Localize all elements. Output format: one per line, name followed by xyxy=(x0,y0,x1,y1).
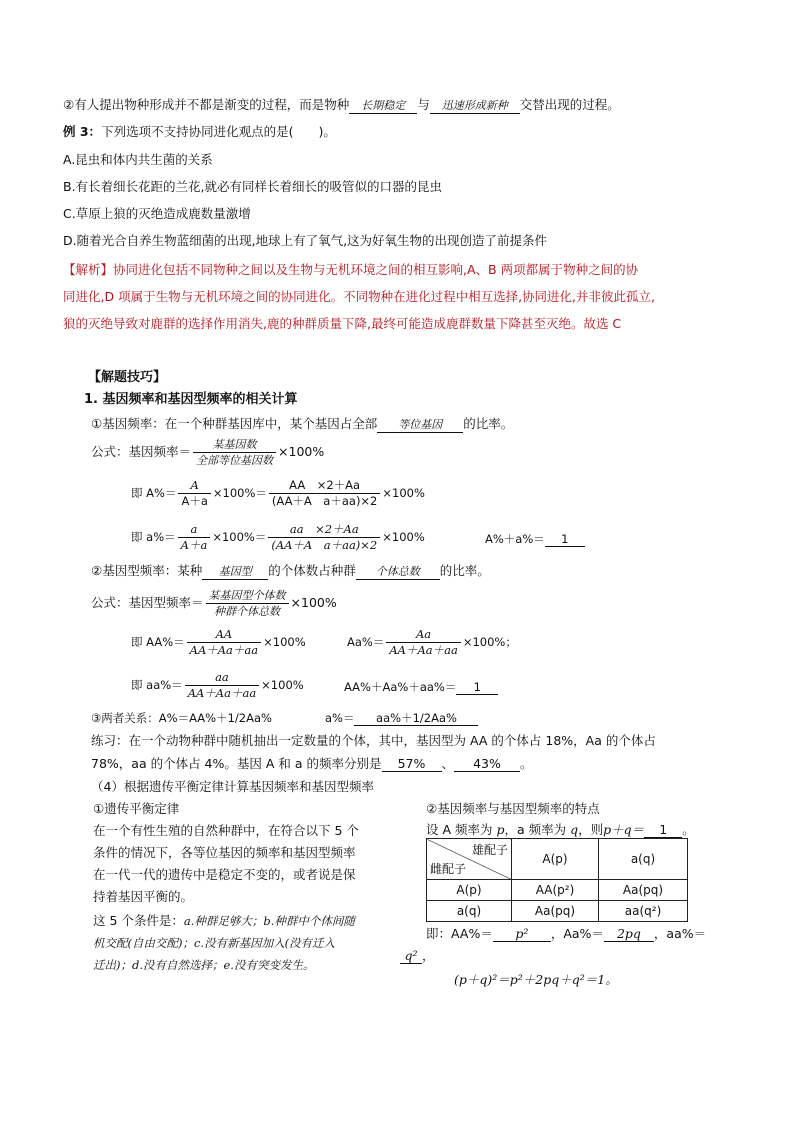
pq-identity: (p＋q)²＝p²＋2pq＋q²＝1。 xyxy=(454,972,618,987)
conditions-line-2: 机交配(自由交配)；c.没有新基因加入(没有迁入 xyxy=(93,936,336,950)
fraction-denominator: AA＋Aa＋aa xyxy=(189,643,259,657)
statement-text: ②有人提出物种形成并不都是渐变的过程，而是物种 xyxy=(63,97,350,112)
AA-percent-formula xyxy=(131,627,306,658)
blank-stable: 长期稳定 xyxy=(349,99,417,114)
a-percent-label: 即 a%＝ xyxy=(131,530,176,544)
genotype-freq-formula xyxy=(91,588,337,619)
separator: 、 xyxy=(441,756,455,771)
genotype-sum xyxy=(344,679,498,695)
punnett-table xyxy=(426,838,688,922)
p-plus-q: p＋q＝ xyxy=(603,822,645,837)
times-100: ×100% xyxy=(382,486,425,500)
A-percent-label: 即 A%＝ xyxy=(131,486,177,500)
blank-A-freq: 57% xyxy=(382,757,442,772)
table-cell: aa(q²) xyxy=(599,901,688,922)
relation-line xyxy=(91,710,272,726)
blank-2pq: 2pq xyxy=(604,927,654,942)
sum-label: AA%＋Aa%＋aa%＝ xyxy=(344,680,457,694)
fraction-denominator: (AA＋A a＋aa)×2 xyxy=(271,538,378,552)
A-a-sum xyxy=(485,531,585,547)
A-fraction-1 xyxy=(178,478,210,509)
practice-line-2 xyxy=(91,756,533,772)
table-header-row xyxy=(427,839,688,880)
features-frequency-line xyxy=(426,822,695,838)
option-b: B.有长着细长花距的兰花,就必有同样长着细长的吸管似的口器的昆虫 xyxy=(63,179,443,194)
gene-freq-formula xyxy=(91,437,324,468)
aa-fraction xyxy=(185,670,259,701)
eq-mid: ×100%＝ xyxy=(212,486,267,500)
section-4-title: （4）根据遗传平衡定律计算基因频率和基因型频率 xyxy=(91,779,374,794)
conditions-line-3: 迁出)；d.没有自然选择；e.没有突变发生。 xyxy=(93,958,315,972)
table-row xyxy=(427,901,688,922)
blank-sum-genotype: 1 xyxy=(456,680,498,695)
table-cell: Aa(pq) xyxy=(599,880,688,901)
A-fraction-2 xyxy=(269,478,381,509)
blank-p-plus-q: 1 xyxy=(644,823,682,838)
blank-sum-1: 1 xyxy=(545,532,585,547)
skills-title: 1. 基因频率和基因型频率的相关计算 xyxy=(84,392,298,407)
analysis-line-1: 【解析】协同进化包括不同物种之间以及生物与无机环境之间的相互影响,A、B 两项都属于物种之间的协 xyxy=(63,262,639,277)
a-fraction-1 xyxy=(178,522,211,553)
result-aa-label: ，aa%＝ xyxy=(653,926,707,941)
result-AA-label: 即：AA%＝ xyxy=(426,926,493,941)
female-gamete-label: 雌配子 xyxy=(430,862,467,876)
AA-percent-label: 即 AA%＝ xyxy=(131,635,185,649)
features-text: 设 A 频率为 xyxy=(426,822,493,837)
formula-label: 公式：基因型频率＝ xyxy=(91,595,204,610)
column-header-A: A(p) xyxy=(512,839,599,880)
practice-line-1: 练习：在一个动物种群中随机抽出一定数量的个体，其中，基因型为 AA 的个体占 18%，Aa 的个体占 xyxy=(91,733,656,748)
genotype-def-end: 的比率。 xyxy=(439,563,490,578)
sum-label: A%＋a%＝ xyxy=(485,532,545,546)
a-percent-formula xyxy=(131,522,425,553)
fraction-numerator: Aa xyxy=(386,627,460,643)
fraction-denominator: A＋a xyxy=(181,494,208,508)
genotype-def-text: ②基因型频率：某种 xyxy=(91,563,203,578)
conditions-line-1 xyxy=(93,913,355,929)
equilibrium-body-2: 条件的情况下，各等位基因的频率和基因型频率 xyxy=(93,845,356,860)
example3-question-line xyxy=(63,124,336,140)
features-text-mid2: ，则 xyxy=(578,822,604,837)
fraction-numerator: 某基因数 xyxy=(193,437,276,453)
analysis-line-2: 同进化,D 项属于生物与无机环境之间的协同进化。不同物种在进化过程中相互选择,协同进化,并非彼此孤立, xyxy=(63,289,655,304)
table-corner-cell xyxy=(427,839,512,880)
column-header-a: a(q) xyxy=(599,839,688,880)
fraction-denominator: A＋a xyxy=(180,538,208,552)
aa-percent-label: 即 aa%＝ xyxy=(131,678,183,692)
features-title: ②基因频率与基因型频率的特点 xyxy=(426,801,600,816)
blank-a-freq: 43% xyxy=(454,757,520,772)
features-text-mid: ，a 频率为 xyxy=(504,822,567,837)
a-fraction-2 xyxy=(268,522,380,553)
genotype-def-mid: 的个体数占种群 xyxy=(268,563,356,578)
gene-freq-def-text: ①基因频率：在一个种群基因库中，某个基因占全部 xyxy=(91,416,378,431)
table-cell: Aa(pq) xyxy=(512,901,599,922)
A-percent-formula xyxy=(131,478,425,509)
result-Aa-label: ，Aa%＝ xyxy=(550,926,604,941)
fraction-numerator: 某基因型个体数 xyxy=(206,588,289,604)
blank-allele: 等位基因 xyxy=(377,418,463,433)
practice-text: 78%，aa 的个体占 4%。基因 A 和 a 的频率分别是 xyxy=(91,756,382,771)
fraction-numerator: AA ×2＋Aa xyxy=(269,478,381,494)
option-a: A.昆虫和体内共生菌的关系 xyxy=(63,152,213,167)
blank-new-species: 迅速形成新种 xyxy=(430,99,520,114)
eq-mid: ×100%＝ xyxy=(212,530,267,544)
male-gamete-label: 雄配子 xyxy=(471,843,508,857)
features-end: 。 xyxy=(682,822,695,837)
fraction-numerator: aa ×2＋Aa xyxy=(268,522,380,538)
times-100: ×100% xyxy=(263,635,306,649)
statement-line xyxy=(63,97,620,114)
Aa-fraction xyxy=(386,627,460,658)
blank-total-individuals: 个体总数 xyxy=(356,565,440,580)
equilibrium-title: ①遗传平衡定律 xyxy=(93,801,180,816)
gene-freq-def-end: 的比率。 xyxy=(463,416,514,431)
result-end: ， xyxy=(422,948,435,963)
conditions-label: 这 5 个条件是： xyxy=(93,913,184,928)
option-c: C.草原上狼的灭绝造成鹿数量激增 xyxy=(63,206,251,221)
statement-text-mid: 与 xyxy=(417,97,430,112)
times-100: ×100% xyxy=(462,635,506,649)
times-100: ×100% xyxy=(278,444,325,459)
Aa-percent-label: Aa%＝ xyxy=(347,635,385,649)
statement-text-end: 交替出现的过程。 xyxy=(519,97,620,112)
genotype-result-line xyxy=(426,926,706,942)
fraction-numerator: a xyxy=(178,522,211,538)
times-100: ×100% xyxy=(261,678,304,692)
row-header-a: a(q) xyxy=(427,901,512,922)
fraction-numerator: AA xyxy=(187,627,261,643)
symbol-p: p xyxy=(496,822,505,837)
semicolon: ； xyxy=(505,635,517,649)
times-100: ×100% xyxy=(382,530,425,544)
skills-header: 【解题技巧】 xyxy=(88,370,167,385)
relation-a xyxy=(325,710,478,726)
blank-p-squared: p² xyxy=(493,927,551,942)
fraction-denominator: 种群个体总数 xyxy=(214,605,281,618)
practice-end: 。 xyxy=(520,756,533,771)
blank-q-squared: q² xyxy=(400,949,422,964)
symbol-q: q xyxy=(570,822,579,837)
analysis-line-3: 狼的灭绝导致对鹿群的选择作用消失,鹿的种群质量下降,最终可能造成鹿群数量下降甚至灭绝。故选 C xyxy=(63,316,622,331)
AA-fraction xyxy=(187,627,261,658)
fraction-numerator: A xyxy=(178,478,210,494)
genotype-freq-definition xyxy=(91,563,490,580)
times-100: ×100% xyxy=(290,595,337,610)
equilibrium-body-1: 在一个有性生殖的自然种群中，在符合以下 5 个 xyxy=(93,823,359,838)
example3-label: 例 3： xyxy=(63,124,102,139)
table-cell: AA(p²) xyxy=(512,880,599,901)
gene-freq-definition xyxy=(91,416,513,433)
blank-relation: aa%＋1/2Aa% xyxy=(354,711,478,726)
fraction-denominator: AA＋Aa＋aa xyxy=(389,643,458,657)
fraction-denominator: AA＋Aa＋aa xyxy=(187,686,257,700)
equilibrium-body-3: 在一代一代的遗传中是稳定不变的，或者说是保 xyxy=(93,867,356,882)
equilibrium-body-4: 持着基因平衡的。 xyxy=(93,889,194,904)
aa-percent-formula xyxy=(131,670,304,701)
fraction-denominator: (AA＋A a＋aa)×2 xyxy=(271,494,378,508)
row-header-A: A(p) xyxy=(427,880,512,901)
relation-a-label: a%＝ xyxy=(325,711,355,725)
example3-question: 下列选项不支持协同进化观点的是( )。 xyxy=(101,124,336,139)
formula-label: 公式：基因频率＝ xyxy=(91,444,192,459)
genotype-fraction xyxy=(206,588,289,619)
genotype-result-line-2 xyxy=(400,948,435,964)
fraction-numerator: aa xyxy=(185,670,259,686)
conditions-text-1: a.种群足够大；b.种群中个体间随 xyxy=(183,914,355,928)
option-d: D.随着光合自养生物蓝细菌的出现,地球上有了氧气,这为好氧生物的出现创造了前提条件 xyxy=(63,233,548,248)
blank-genotype: 基因型 xyxy=(202,565,268,580)
fraction-denominator: 全部等位基因数 xyxy=(196,454,274,467)
relation-text: ③两者关系：A%＝AA%＋1/2Aa% xyxy=(91,711,272,725)
Aa-percent-formula xyxy=(347,627,517,658)
table-row xyxy=(427,880,688,901)
gene-freq-fraction xyxy=(193,437,276,468)
